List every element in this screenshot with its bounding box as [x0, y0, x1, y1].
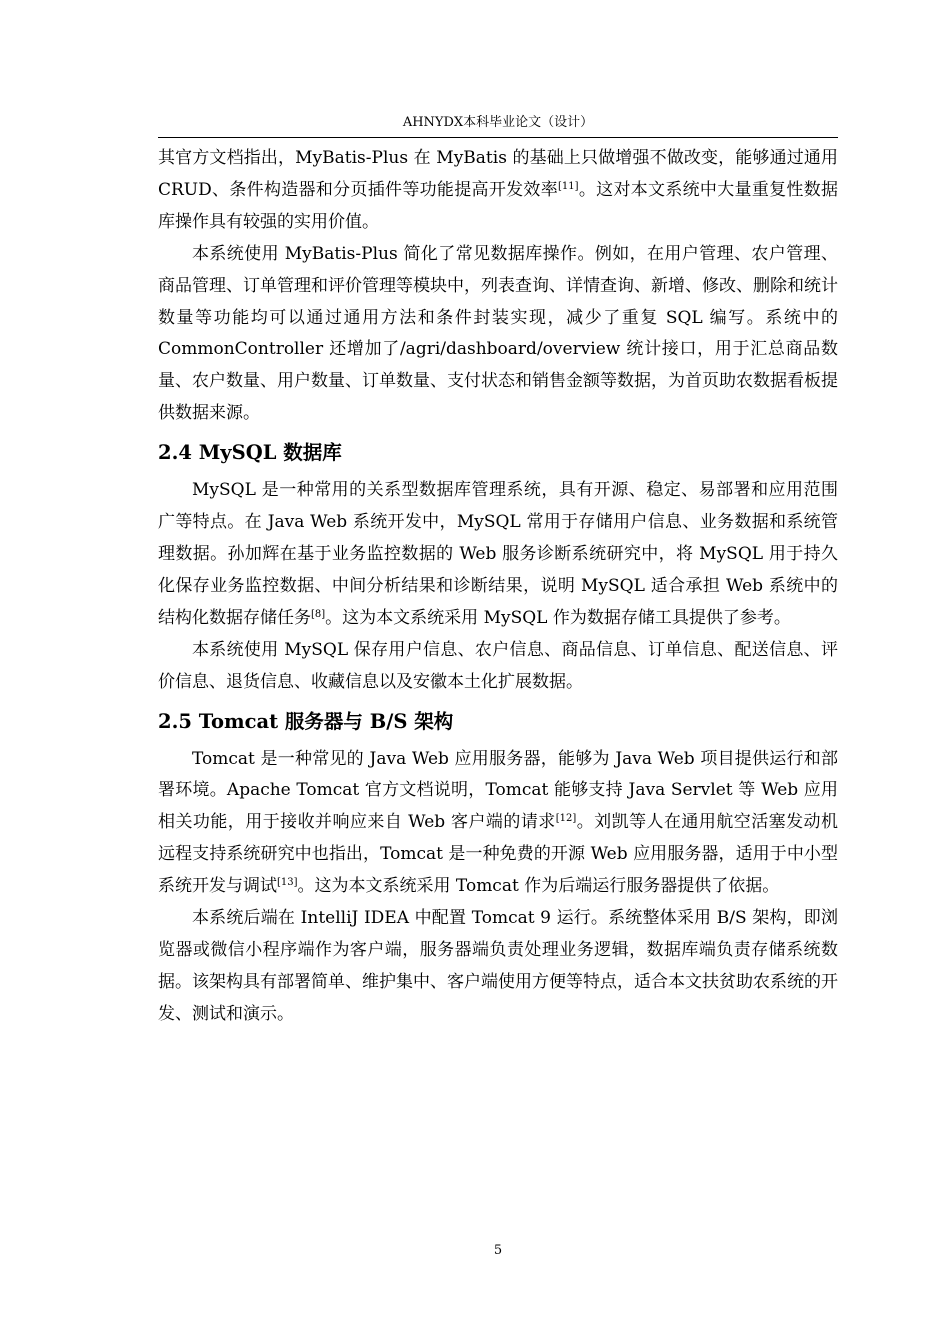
running-header: AHNYDX本科毕业论文（设计）	[402, 115, 594, 130]
paragraph-text: 。刘凯等人在通用航空活塞发动机远程支持系统研究中也指出，Tomcat 是一种免费的开源 Web 应用服务器，适用于中小型系统开发与调试	[158, 812, 839, 897]
paragraph-mybatis-plus-usage: 本系统使用 MyBatis-Plus 简化了常见数据库操作。例如，在用户管理、农户管理、商品管理、订单管理和评价管理等模块中，列表查询、详情查询、新增、修改、删除和统计数量等功能均可以通过通用方法和条件封装实现，减少了重复 SQL 编写。系统中的 CommonController 还增加了/agri/dashboard/overview 统计接口，用于汇总商品数量、农户数量、用户数量、订单数量、支付状态和销售金额等数据，为首页助农数据看板提供数据来源。	[158, 243, 838, 424]
section-heading-mysql: 2.4 MySQL 数据库	[158, 441, 342, 465]
paragraph-text: 其官方文档指出，MyBatis-Plus 在 MyBatis 的基础上只做增强不做改变，能够通过通用 CRUD、条件构造器和分页插件等功能提高开发效率	[158, 148, 838, 200]
citation-ref: [13]	[277, 877, 298, 889]
paragraph-text: 。这为本文系统采用 MySQL 作为数据存储工具提供了参考。	[325, 607, 791, 628]
paragraph-bs-architecture: 本系统后端在 IntelliJ IDEA 中配置 Tomcat 9 运行。系统整体采用 B/S 架构，即浏览器或微信小程序端作为客户端，服务器端负责处理业务逻辑，数据库端负责存储系统数据。该架构具有部署简单、维护集中、客户端使用方便等特点，适合本文扶贫助农系统的开发、测试和演示。	[158, 908, 838, 1024]
citation-ref: [11]	[558, 180, 579, 192]
page-number: 5	[493, 1243, 503, 1258]
paragraph-mysql-intro	[158, 475, 838, 635]
citation-ref: [8]	[311, 608, 326, 620]
page-body	[158, 143, 838, 1031]
paragraph-mybatis-plus-intro	[158, 143, 838, 239]
citation-ref: [12]	[555, 813, 577, 825]
paragraph-text: Tomcat 是一种常见的 Java Web 应用服务器，能够为 Java Web 项目提供运行和部署环境。Apache Tomcat 官方文档说明，Tomcat 能够支持 Java Servlet 等 Web 应用相关功能，用于接收并响应来自 Web 客户端的请求	[158, 748, 838, 833]
header-rule	[158, 137, 838, 138]
paragraph-tomcat-intro	[158, 744, 838, 904]
paragraph-mysql-usage: 本系统使用 MySQL 保存用户信息、农户信息、商品信息、订单信息、配送信息、评价信息、退货信息、收藏信息以及安徽本土化扩展数据。	[158, 639, 838, 692]
paragraph-text: 。这为本文系统采用 Tomcat 作为后端运行服务器提供了依据。	[297, 876, 780, 897]
paragraph-text: 。这对本文系统中大量重复性数据库操作具有较强的实用价值。	[158, 179, 839, 232]
section-heading-tomcat: 2.5 Tomcat 服务器与 B/S 架构	[158, 709, 454, 733]
paragraph-text: MySQL 是一种常用的关系型数据库管理系统，具有开源、稳定、易部署和应用范围广等特点。在 Java Web 系统开发中，MySQL 常用于存储用户信息、业务数据和系统管理数据。孙加辉在基于业务监控数据的 Web 服务诊断系统研究中，将 MySQL 用于持久化保存业务监控数据、中间分析结果和诊断结果，说明 MySQL 适合承担 Web 系统中的结构化数据存储任务	[158, 480, 838, 628]
